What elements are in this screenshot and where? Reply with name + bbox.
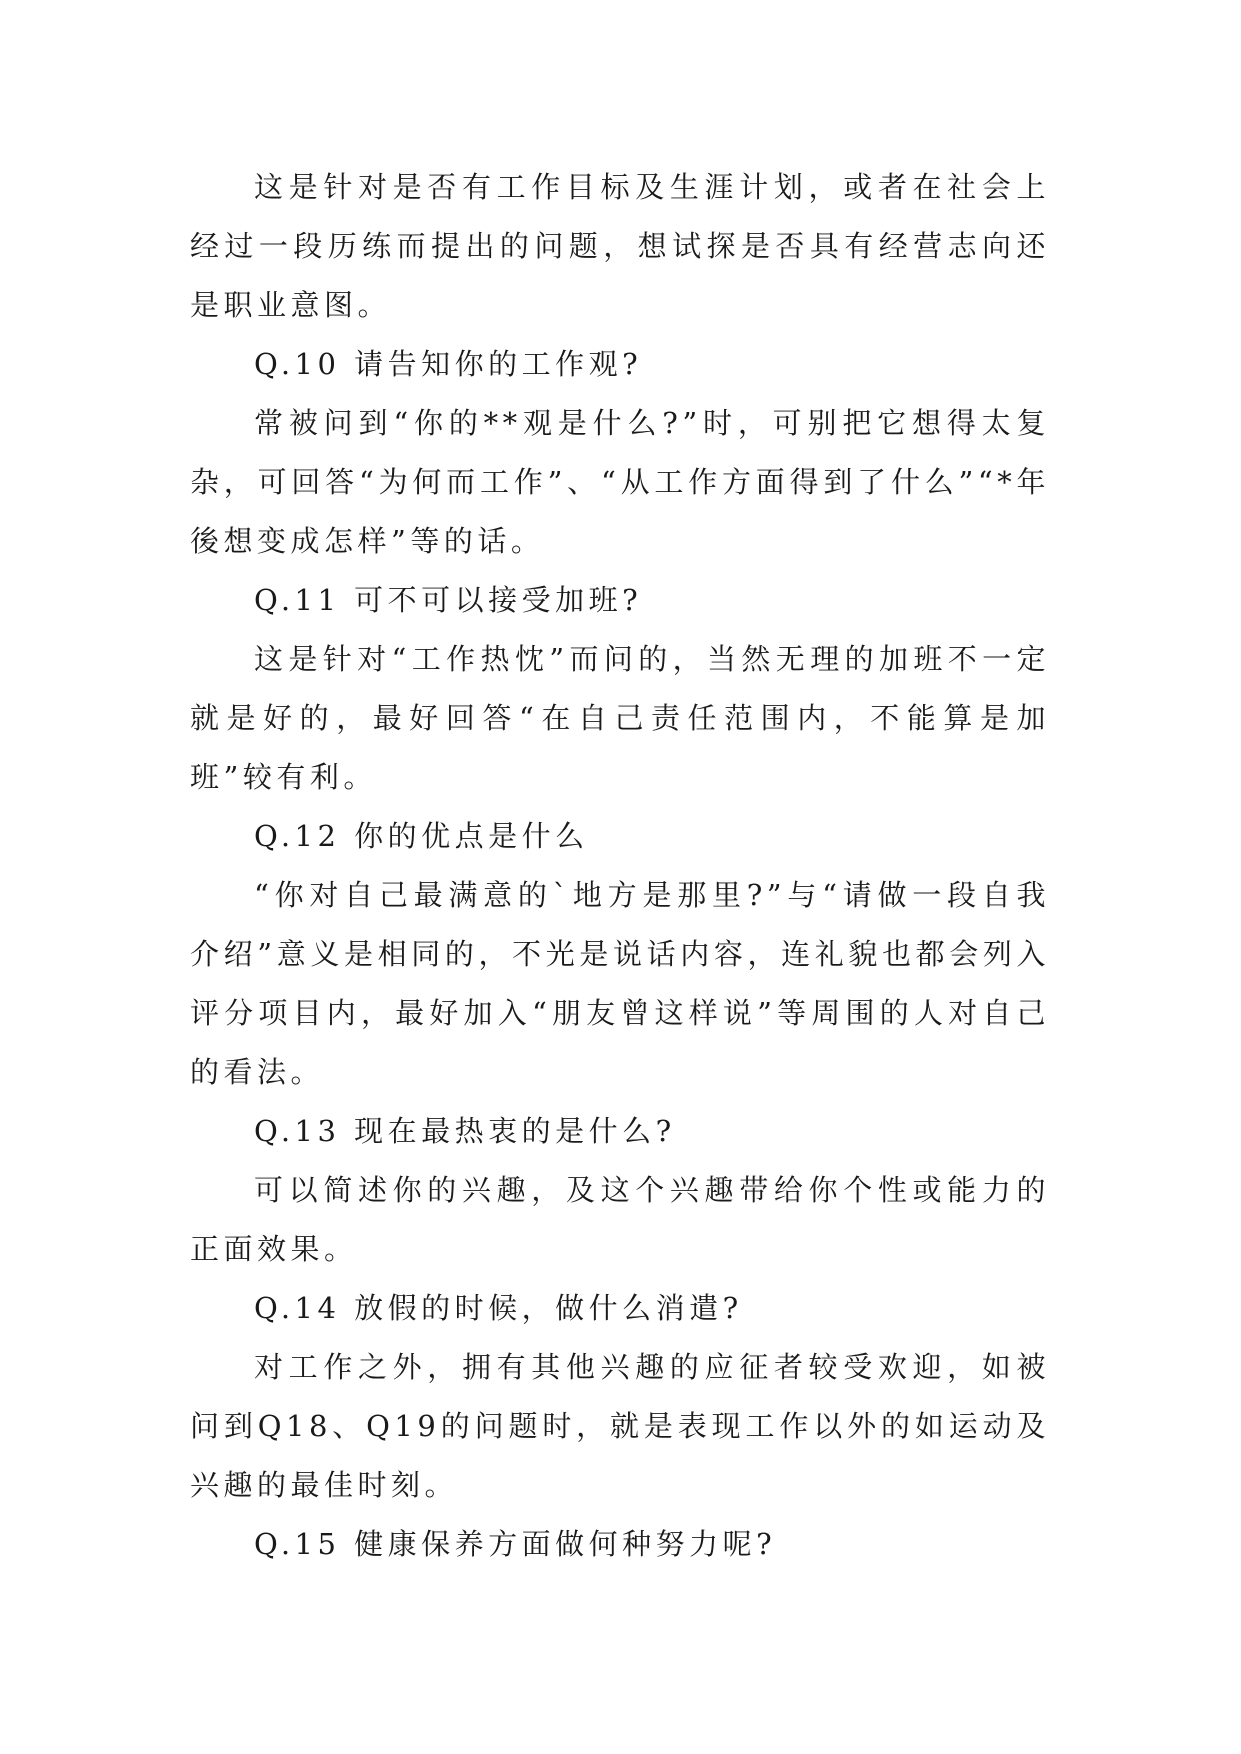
answer-paragraph: 常被问到“你的**观是什么?”时，可别把它想得太复杂，可回答“为何而工作”、“从工作方面得到了什么”“*年後想变成怎样”等的话。 bbox=[190, 406, 1050, 558]
answer-paragraph: 这是针对是否有工作目标及生涯计划，或者在社会上经过一段历练而提出的问题，想试探是否具有经营志向还是职业意图。 bbox=[190, 170, 1050, 322]
question-heading-q10: Q.10 请告知你的工作观? bbox=[254, 347, 643, 381]
answer-paragraph: 对工作之外，拥有其他兴趣的应征者较受欢迎，如被问到Q18、Q19的问题时，就是表现工作以外的如运动及兴趣的最佳时刻。 bbox=[190, 1350, 1050, 1502]
answer-paragraph: “你对自己最满意的`地方是那里?”与“请做一段自我介绍”意义是相同的，不光是说话内容，连礼貌也都会列入评分项目内，最好加入“朋友曾这样说”等周围的人对自己的看法。 bbox=[190, 878, 1050, 1089]
question-heading-q13: Q.13 现在最热衷的是什么? bbox=[254, 1114, 676, 1148]
answer-paragraph: 可以简述你的兴趣，及这个兴趣带给你个性或能力的正面效果。 bbox=[190, 1173, 1050, 1266]
document-body bbox=[190, 158, 1050, 1574]
question-heading-q14: Q.14 放假的时候，做什么消遣? bbox=[254, 1291, 743, 1325]
question-heading-q15: Q.15 健康保养方面做何种努力呢? bbox=[254, 1527, 777, 1561]
question-heading-q11: Q.11 可不可以接受加班? bbox=[254, 583, 643, 617]
answer-paragraph: 这是针对“工作热忱”而问的，当然无理的加班不一定就是好的，最好回答“在自己责任范围内，不能算是加班”较有利。 bbox=[190, 642, 1050, 794]
question-heading-q12: Q.12 你的优点是什么 bbox=[254, 819, 589, 853]
